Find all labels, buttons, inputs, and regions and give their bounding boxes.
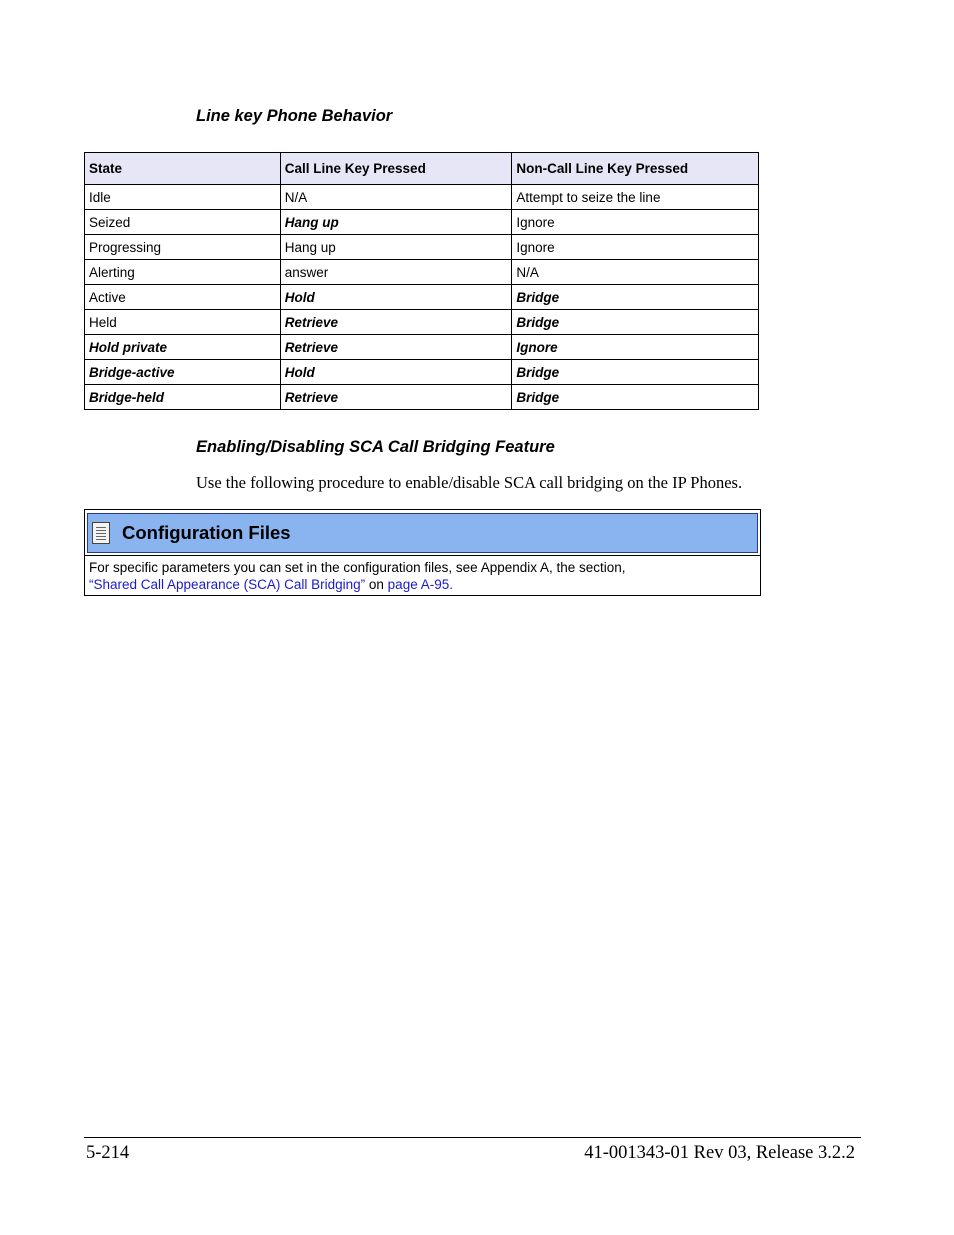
table-cell-state: Idle	[85, 185, 281, 210]
table-cell-call-line: Hang up	[280, 235, 512, 260]
page-number: 5-214	[86, 1143, 130, 1163]
table-cell-state: Bridge-held	[85, 385, 281, 410]
table-cell-state: Bridge-active	[85, 360, 281, 385]
table-cell-non-call-line: Ignore	[512, 210, 759, 235]
table-cell-non-call-line: Ignore	[512, 335, 759, 360]
column-header-state: State	[85, 153, 281, 185]
table-cell-call-line: Hold	[280, 285, 512, 310]
table-cell-state: Hold private	[85, 335, 281, 360]
table-cell-non-call-line: Attempt to seize the line	[512, 185, 759, 210]
config-description	[89, 559, 754, 593]
table-cell-call-line: Hold	[280, 360, 512, 385]
table-row	[85, 335, 759, 360]
link-page-a-95[interactable]: page A-95	[387, 577, 450, 592]
config-text-end: .	[449, 577, 453, 592]
divider	[85, 555, 760, 556]
table-row	[85, 185, 759, 210]
table-cell-call-line: answer	[280, 260, 512, 285]
table-cell-call-line: Retrieve	[280, 385, 512, 410]
configuration-files-box	[84, 509, 761, 596]
document-id: 41-001343-01 Rev 03, Release 3.2.2	[584, 1143, 855, 1163]
table-cell-call-line: Retrieve	[280, 310, 512, 335]
table-row	[85, 235, 759, 260]
table-row	[85, 360, 759, 385]
table-cell-non-call-line: Bridge	[512, 360, 759, 385]
table-cell-non-call-line: Bridge	[512, 310, 759, 335]
table-cell-state: Alerting	[85, 260, 281, 285]
config-text-on: on	[365, 577, 388, 592]
table-cell-call-line: Hang up	[280, 210, 512, 235]
config-header	[87, 513, 758, 553]
table-cell-state: Held	[85, 310, 281, 335]
config-title: Configuration Files	[122, 522, 291, 543]
table-cell-state: Progressing	[85, 235, 281, 260]
document-icon	[92, 522, 110, 544]
table-cell-non-call-line: N/A	[512, 260, 759, 285]
table-cell-non-call-line: Ignore	[512, 235, 759, 260]
intro-paragraph: Use the following procedure to enable/disable SCA call bridging on the IP Phones.	[196, 473, 743, 492]
link-sca-call-bridging[interactable]: “Shared Call Appearance (SCA) Call Bridging”	[89, 577, 366, 592]
footer-rule	[84, 1137, 861, 1138]
section-title-sca-bridging: Enabling/Disabling SCA Call Bridging Feature	[196, 438, 555, 456]
table-cell-state: Active	[85, 285, 281, 310]
table-row	[85, 385, 759, 410]
table-row	[85, 310, 759, 335]
section-title-line-key-behavior: Line key Phone Behavior	[196, 107, 393, 125]
table-cell-call-line: Retrieve	[280, 335, 512, 360]
table-cell-non-call-line: Bridge	[512, 385, 759, 410]
column-header-call-line-key: Call Line Key Pressed	[280, 153, 512, 185]
column-header-non-call-line-key: Non-Call Line Key Pressed	[512, 153, 759, 185]
table-cell-non-call-line: Bridge	[512, 285, 759, 310]
line-key-behavior-table	[84, 152, 759, 410]
table-cell-call-line: N/A	[280, 185, 512, 210]
table-row	[85, 210, 759, 235]
table-row	[85, 260, 759, 285]
table-row	[85, 285, 759, 310]
table-header-row	[85, 153, 759, 185]
config-text-prefix: For specific parameters you can set in the configuration files, see Appendix A, the section,	[89, 560, 626, 575]
table-cell-state: Seized	[85, 210, 281, 235]
